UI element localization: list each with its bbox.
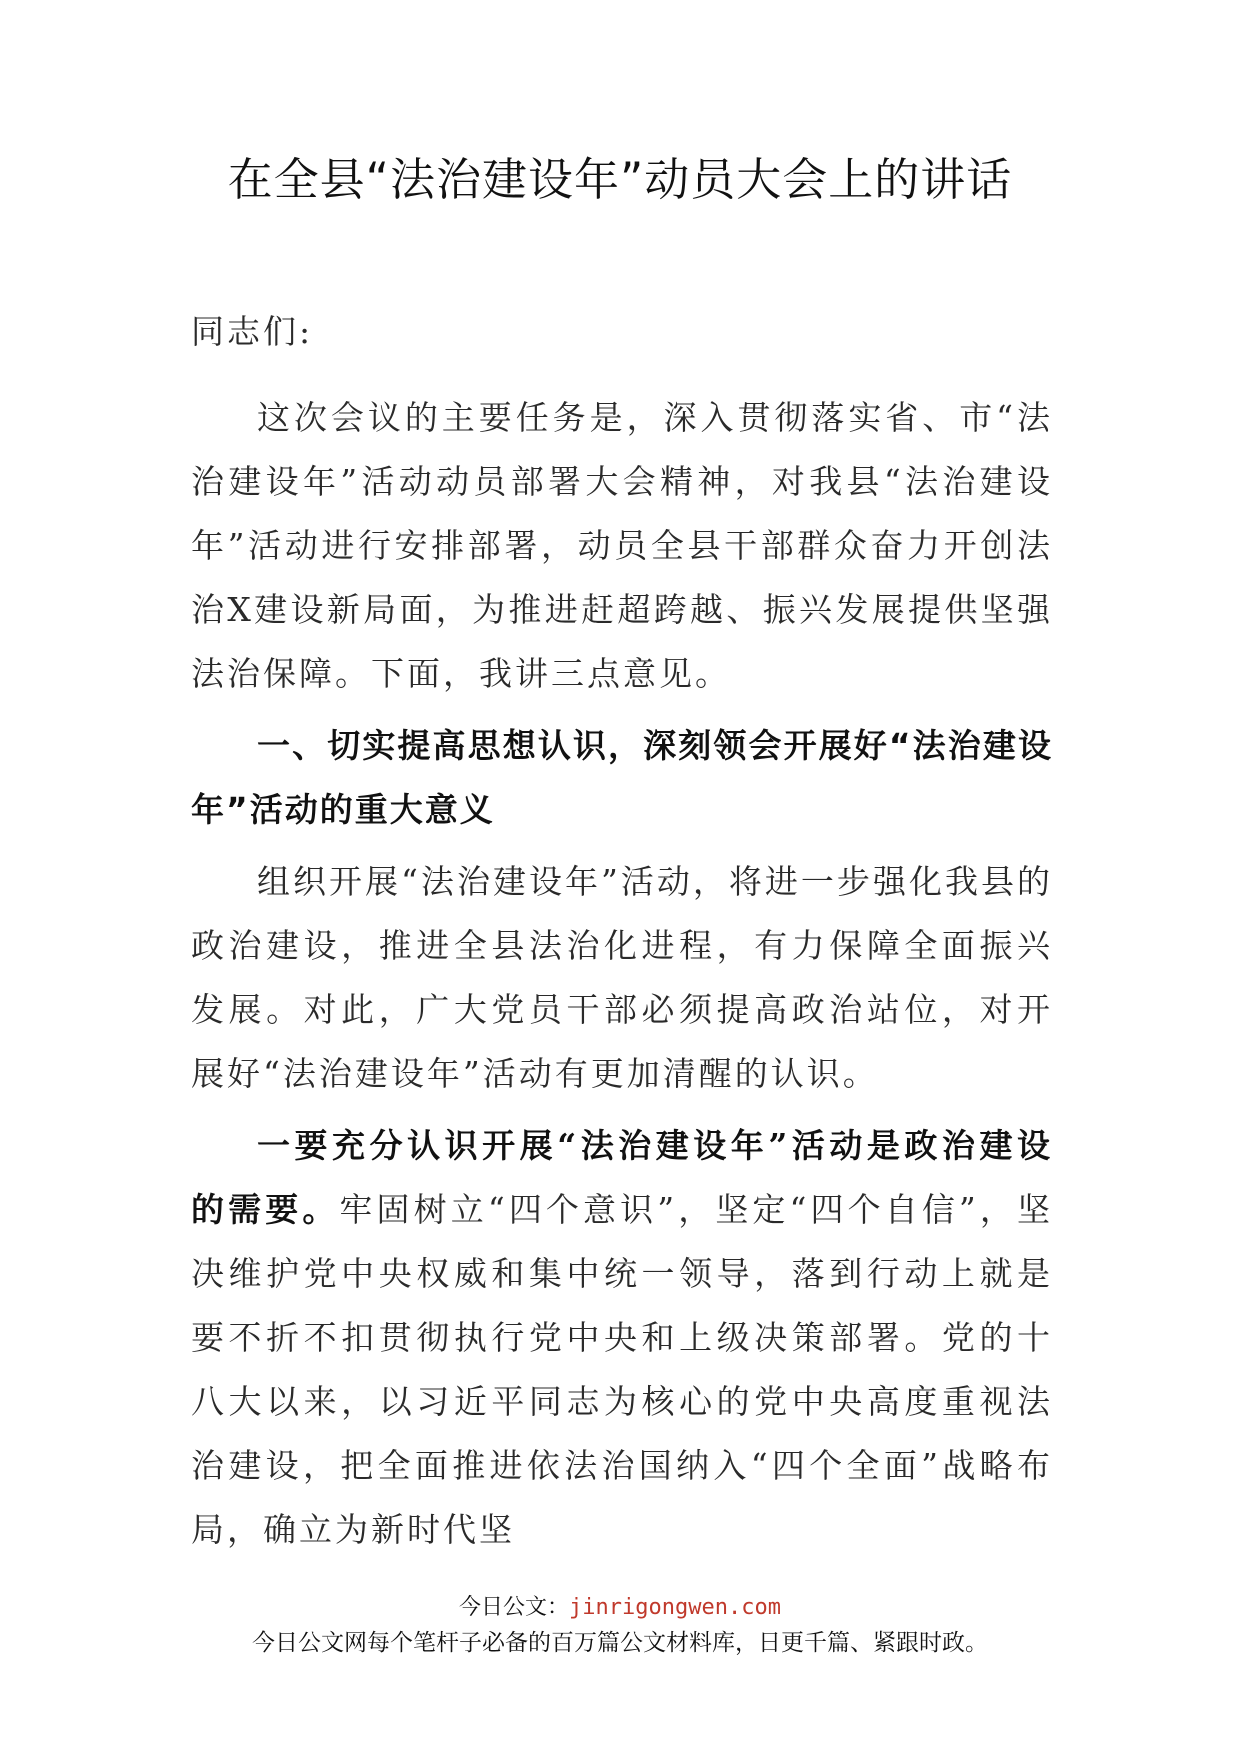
section-1-paragraph: 组织开展“法治建设年”活动，将进一步强化我县的政治建设，推进全县法治化进程，有力保障全面振兴发展。对此，广大党员干部必须提高政治站位，对开展好“法治建设年”活动有更加清醒的认识。: [191, 862, 1053, 1093]
footer-site-link[interactable]: jinrigongwen.com: [569, 1595, 781, 1620]
point-1-lead: 一要充分认识开展“法治建设年”活动是政治建设的需要。: [191, 1126, 1053, 1229]
point-1-text: 牢固树立“四个意识”，坚定“四个自信”，坚决维护党中央权威和集中统一领导，落到行动上就是要不折不扣贯彻执行党中央和上级决策部署。党的十八大以来，以习近平同志为核心的党中央高度重视法治建设，把全面推进依法治国纳入“四个全面”战略布局，确立为新时代坚: [191, 1190, 1054, 1549]
salutation: 同志们:: [191, 312, 314, 351]
document-title: 在全县“法治建设年”动员大会上的讲话: [227, 153, 1013, 206]
footer-source-label: 今日公文：: [459, 1595, 570, 1620]
footer-source: [0, 1593, 1240, 1623]
section-heading-1: 一、切实提高思想认识，深刻领会开展好“法治建设年”活动的重大意义: [191, 726, 1053, 829]
footer-tagline: 今日公文网每个笔杆子必备的百万篇公文材料库，日更千篇、紧跟时政。: [252, 1630, 988, 1656]
intro-paragraph: 这次会议的主要任务是，深入贯彻落实省、市“法治建设年”活动动员部署大会精神，对我县“法治建设年”活动进行安排部署，动员全县干部群众奋力开创法治X建设新局面，为推进赶超跨越、振兴发展提供坚强法治保障。下面，我讲三点意见。: [191, 398, 1053, 693]
point-1-paragraph: [191, 1114, 1053, 1562]
document-body: [191, 300, 1053, 1570]
